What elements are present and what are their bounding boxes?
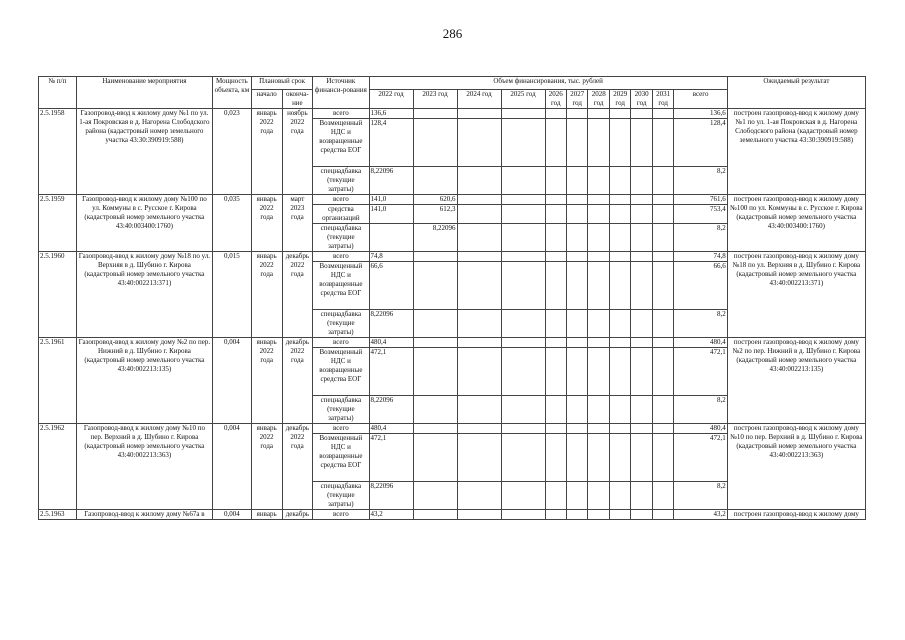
funding-source: всего: [313, 109, 369, 119]
amount-empty: [588, 119, 609, 167]
funding-source: Возмещенный НДС и возвращенные средства ЕОГ: [313, 434, 369, 482]
amount-2023: 612,3: [413, 205, 457, 224]
funding-source: Возмещенный НДС и возвращенные средства ЕОГ: [313, 119, 369, 167]
expected-result: построен газопровод-ввод к жилому дому №18 по ул. Верхняя в д. Шубино г. Кирова (кадастровый номер земельного участка 43:40:002213:371): [727, 252, 865, 338]
table-row: [39, 195, 866, 205]
amount-2022: [369, 224, 413, 252]
header-capacity: Мощность объекта, км: [212, 77, 251, 109]
amount-total: 8,2: [674, 482, 727, 510]
amount-empty: [609, 348, 630, 396]
amount-empty: [588, 396, 609, 424]
amount-2023: [413, 434, 457, 482]
amount-empty: [588, 482, 609, 510]
amount-empty: [588, 195, 609, 205]
table-row: [39, 338, 866, 348]
amount-2022: 8,22096: [369, 167, 413, 195]
header-source: Источник финанси-рования: [313, 77, 369, 109]
header-name: Наименование мероприятия: [76, 77, 212, 109]
end-date: декабрь 2022 года: [282, 424, 313, 510]
amount-empty: [609, 482, 630, 510]
amount-empty: [609, 510, 630, 520]
amount-empty: [457, 224, 501, 252]
amount-empty: [545, 482, 566, 510]
row-number: 2.5.1960: [39, 252, 77, 338]
amount-2023: [413, 252, 457, 262]
amount-empty: [566, 424, 587, 434]
amount-empty: [566, 396, 587, 424]
funding-source: всего: [313, 424, 369, 434]
amount-empty: [545, 167, 566, 195]
amount-empty: [545, 348, 566, 396]
amount-empty: [566, 338, 587, 348]
header-year: 2027 год: [566, 90, 587, 109]
activity-name: Газопровод-ввод к жилому дому №67а в: [76, 510, 212, 520]
amount-empty: [652, 424, 673, 434]
activity-name: Газопровод-ввод к жилому дому №10 по пер. Верхний в д. Шубино г. Кирова (кадастровый номер земельного участка 43:40:002213:363): [76, 424, 212, 510]
amount-2022: 472,1: [369, 348, 413, 396]
amount-empty: [631, 348, 652, 396]
amount-2022: 66,6: [369, 262, 413, 310]
amount-empty: [609, 224, 630, 252]
amount-total: 74,8: [674, 252, 727, 262]
amount-total: 43,2: [674, 510, 727, 520]
expected-result: построен газопровод-ввод к жилому дому: [727, 510, 865, 520]
amount-empty: [545, 119, 566, 167]
activity-name: Газопровод-ввод к жилому дому №2 по пер. Нижний в д. Шубино г. Кирова (кадастровый номер земельного участка 43:40:002213:135): [76, 338, 212, 424]
amount-empty: [457, 262, 501, 310]
amount-empty: [457, 348, 501, 396]
amount-empty: [588, 510, 609, 520]
end-date: декабрь 2022 года: [282, 338, 313, 424]
start-date: январь 2022 года: [251, 338, 282, 424]
start-date: январь 2022 года: [251, 252, 282, 338]
funding-source: Возмещенный НДС и возвращенные средства ЕОГ: [313, 348, 369, 396]
header-year: 2024 год: [457, 90, 501, 109]
amount-empty: [631, 252, 652, 262]
amount-empty: [545, 252, 566, 262]
header-num: № п/п: [39, 77, 77, 109]
amount-empty: [588, 348, 609, 396]
amount-empty: [545, 109, 566, 119]
capacity-value: 0,004: [212, 338, 251, 424]
amount-empty: [457, 195, 501, 205]
amount-empty: [652, 434, 673, 482]
capacity-value: 0,004: [212, 424, 251, 510]
amount-empty: [652, 224, 673, 252]
amount-empty: [631, 109, 652, 119]
amount-2023: 620,6: [413, 195, 457, 205]
amount-empty: [631, 205, 652, 224]
amount-empty: [652, 205, 673, 224]
amount-empty: [545, 510, 566, 520]
amount-empty: [501, 510, 545, 520]
amount-empty: [457, 310, 501, 338]
amount-empty: [588, 338, 609, 348]
amount-empty: [609, 262, 630, 310]
amount-empty: [457, 167, 501, 195]
activity-name: Газопровод-ввод к жилому дому №18 по ул. Верхняя в д. Шубино г. Кирова (кадастровый номер земельного участка 43:40:002213:371): [76, 252, 212, 338]
amount-empty: [588, 109, 609, 119]
amount-2022: 480,4: [369, 338, 413, 348]
activity-name: Газопровод-ввод к жилому дому №100 по ул. Коммуны в с. Русское г. Кирова (кадастровый номер земельного участка 43:40:003400:1760): [76, 195, 212, 252]
amount-empty: [501, 195, 545, 205]
header-year: 2031 год: [652, 90, 673, 109]
amount-empty: [652, 396, 673, 424]
header-year: 2026 год: [545, 90, 566, 109]
amount-total: 761,6: [674, 195, 727, 205]
amount-empty: [566, 434, 587, 482]
amount-2023: [413, 348, 457, 396]
amount-empty: [545, 310, 566, 338]
amount-empty: [566, 109, 587, 119]
row-number: 2.5.1961: [39, 338, 77, 424]
row-number: 2.5.1958: [39, 109, 77, 195]
expected-result: построен газопровод-ввод к жилому дому №10 по пер. Верхний в д. Шубино г. Кирова (кадастровый номер земельного участка 43:40:002213:363): [727, 424, 865, 510]
end-date: ноябрь 2022 года: [282, 109, 313, 195]
amount-empty: [652, 510, 673, 520]
amount-empty: [631, 338, 652, 348]
amount-empty: [545, 434, 566, 482]
amount-empty: [631, 434, 652, 482]
capacity-value: 0,035: [212, 195, 251, 252]
amount-empty: [501, 205, 545, 224]
end-date: декабрь: [282, 510, 313, 520]
funding-source: спецнадбавка (текущие затраты): [313, 224, 369, 252]
funding-source: Возмещенный НДС и возвращенные средства ЕОГ: [313, 262, 369, 310]
header-volume: Объем финансирования, тыс. рублей: [369, 77, 727, 90]
amount-empty: [501, 262, 545, 310]
amount-empty: [588, 167, 609, 195]
expected-result: построен газопровод-ввод к жилому дому №2 по пер. Нижний в д. Шубино г. Кирова (кадастровый номер земельного участка 43:40:002213:135): [727, 338, 865, 424]
amount-2022: 480,4: [369, 424, 413, 434]
amount-empty: [609, 109, 630, 119]
amount-total: 8,2: [674, 310, 727, 338]
amount-2023: [413, 424, 457, 434]
expected-result: построен газопровод-ввод к жилому дому №1 по ул. 1-ая Покровская в д. Нагорена Слободского района (кадастровый номер земельного участка 43:30:390919:588): [727, 109, 865, 195]
amount-empty: [545, 205, 566, 224]
amount-empty: [652, 119, 673, 167]
amount-empty: [566, 510, 587, 520]
amount-empty: [631, 195, 652, 205]
funding-source: средства организаций: [313, 205, 369, 224]
amount-empty: [545, 262, 566, 310]
amount-empty: [631, 424, 652, 434]
amount-empty: [457, 434, 501, 482]
start-date: январь: [251, 510, 282, 520]
amount-empty: [631, 224, 652, 252]
amount-empty: [609, 396, 630, 424]
start-date: январь 2022 года: [251, 424, 282, 510]
amount-empty: [652, 348, 673, 396]
start-date: январь 2022 года: [251, 195, 282, 252]
header-year: 2022 год: [369, 90, 413, 109]
amount-empty: [501, 310, 545, 338]
amount-empty: [652, 167, 673, 195]
row-number: 2.5.1959: [39, 195, 77, 252]
amount-2022: 141,0: [369, 195, 413, 205]
financing-table: [38, 76, 866, 520]
amount-empty: [631, 510, 652, 520]
amount-empty: [501, 482, 545, 510]
amount-total: 472,1: [674, 348, 727, 396]
amount-empty: [457, 510, 501, 520]
amount-empty: [609, 252, 630, 262]
amount-empty: [652, 195, 673, 205]
funding-source: спецнадбавка (текущие затраты): [313, 482, 369, 510]
amount-empty: [545, 195, 566, 205]
amount-empty: [652, 338, 673, 348]
amount-empty: [501, 224, 545, 252]
amount-2022: 8,22096: [369, 482, 413, 510]
amount-empty: [609, 167, 630, 195]
amount-2022: 141,0: [369, 205, 413, 224]
amount-empty: [501, 167, 545, 195]
amount-empty: [501, 109, 545, 119]
table-row: [39, 252, 866, 262]
row-number: 2.5.1962: [39, 424, 77, 510]
row-number: 2.5.1963: [39, 510, 77, 520]
amount-2022: 43,2: [369, 510, 413, 520]
amount-empty: [631, 482, 652, 510]
amount-empty: [566, 262, 587, 310]
end-date: декабрь 2022 года: [282, 252, 313, 338]
header-year: 2025 год: [501, 90, 545, 109]
amount-empty: [501, 396, 545, 424]
amount-empty: [588, 424, 609, 434]
capacity-value: 0,004: [212, 510, 251, 520]
amount-empty: [501, 338, 545, 348]
funding-source: всего: [313, 195, 369, 205]
header-year: 2023 год: [413, 90, 457, 109]
amount-empty: [631, 167, 652, 195]
amount-2022: 136,6: [369, 109, 413, 119]
amount-empty: [588, 205, 609, 224]
end-date: март 2023 года: [282, 195, 313, 252]
amount-empty: [631, 310, 652, 338]
amount-empty: [457, 205, 501, 224]
amount-empty: [457, 424, 501, 434]
amount-empty: [457, 252, 501, 262]
amount-empty: [588, 262, 609, 310]
funding-source: всего: [313, 252, 369, 262]
header-year: 2028 год: [588, 90, 609, 109]
amount-2023: [413, 310, 457, 338]
amount-empty: [566, 167, 587, 195]
amount-2023: [413, 167, 457, 195]
amount-2022: 128,4: [369, 119, 413, 167]
header-result: Ожидаемый результат: [727, 77, 865, 109]
amount-empty: [631, 119, 652, 167]
amount-empty: [566, 348, 587, 396]
amount-empty: [566, 119, 587, 167]
amount-empty: [609, 119, 630, 167]
amount-total: 480,4: [674, 424, 727, 434]
table-row: [39, 510, 866, 520]
amount-2023: 8,22096: [413, 224, 457, 252]
amount-empty: [566, 482, 587, 510]
amount-empty: [609, 434, 630, 482]
amount-empty: [457, 482, 501, 510]
amount-empty: [545, 224, 566, 252]
header-plan-term: Плановый срок: [251, 77, 312, 90]
amount-empty: [501, 348, 545, 396]
amount-total: 128,4: [674, 119, 727, 167]
funding-source: спецнадбавка (текущие затраты): [313, 396, 369, 424]
table-body: [39, 109, 866, 520]
amount-empty: [652, 109, 673, 119]
amount-2022: 74,8: [369, 252, 413, 262]
amount-2022: 8,22096: [369, 310, 413, 338]
amount-2023: [413, 338, 457, 348]
amount-empty: [501, 434, 545, 482]
amount-total: 8,2: [674, 224, 727, 252]
amount-empty: [501, 119, 545, 167]
amount-empty: [457, 396, 501, 424]
amount-2022: 472,1: [369, 434, 413, 482]
amount-empty: [457, 109, 501, 119]
amount-empty: [609, 338, 630, 348]
header-total: всего: [674, 90, 727, 109]
amount-empty: [566, 205, 587, 224]
amount-2023: [413, 262, 457, 310]
funding-source: всего: [313, 510, 369, 520]
start-date: январь 2022 года: [251, 109, 282, 195]
amount-total: 66,6: [674, 262, 727, 310]
header-year: 2030 год: [631, 90, 652, 109]
amount-2023: [413, 396, 457, 424]
amount-2023: [413, 109, 457, 119]
amount-empty: [457, 119, 501, 167]
amount-empty: [631, 396, 652, 424]
amount-empty: [652, 310, 673, 338]
amount-total: 472,1: [674, 434, 727, 482]
amount-total: 753,4: [674, 205, 727, 224]
amount-empty: [566, 195, 587, 205]
amount-empty: [566, 224, 587, 252]
amount-empty: [652, 262, 673, 310]
capacity-value: 0,023: [212, 109, 251, 195]
amount-empty: [631, 262, 652, 310]
amount-empty: [588, 224, 609, 252]
amount-empty: [501, 252, 545, 262]
funding-source: всего: [313, 338, 369, 348]
amount-empty: [501, 424, 545, 434]
amount-empty: [609, 205, 630, 224]
amount-total: 480,4: [674, 338, 727, 348]
table-row: [39, 424, 866, 434]
amount-empty: [566, 310, 587, 338]
amount-empty: [609, 195, 630, 205]
page-number: 286: [442, 26, 463, 41]
table-row: [39, 109, 866, 119]
funding-source: спецнадбавка (текущие затраты): [313, 310, 369, 338]
amount-empty: [566, 252, 587, 262]
header-year: 2029 год: [609, 90, 630, 109]
amount-total: 8,2: [674, 167, 727, 195]
header-start: начало: [251, 90, 282, 109]
amount-total: 136,6: [674, 109, 727, 119]
capacity-value: 0,015: [212, 252, 251, 338]
amount-empty: [609, 310, 630, 338]
activity-name: Газопровод-ввод к жилому дому №1 по ул. 1-ая Покровская в д. Нагорена Слободского района (кадастровый номер земельного участка 43:30:390919:588): [76, 109, 212, 195]
amount-empty: [545, 338, 566, 348]
amount-empty: [588, 310, 609, 338]
amount-empty: [609, 424, 630, 434]
expected-result: построен газопровод-ввод к жилому дому №100 по ул. Коммуны в с. Русское г. Кирова (кадастровый номер земельного участка 43:40:003400:1760): [727, 195, 865, 252]
amount-empty: [588, 434, 609, 482]
amount-empty: [652, 482, 673, 510]
amount-2022: 8,22096: [369, 396, 413, 424]
funding-source: спецнадбавка (текущие затраты): [313, 167, 369, 195]
amount-empty: [457, 338, 501, 348]
amount-2023: [413, 510, 457, 520]
amount-empty: [588, 252, 609, 262]
amount-empty: [652, 252, 673, 262]
amount-total: 8,2: [674, 396, 727, 424]
amount-2023: [413, 482, 457, 510]
amount-empty: [545, 396, 566, 424]
amount-2023: [413, 119, 457, 167]
amount-empty: [545, 424, 566, 434]
header-end: оконча-ние: [282, 90, 313, 109]
